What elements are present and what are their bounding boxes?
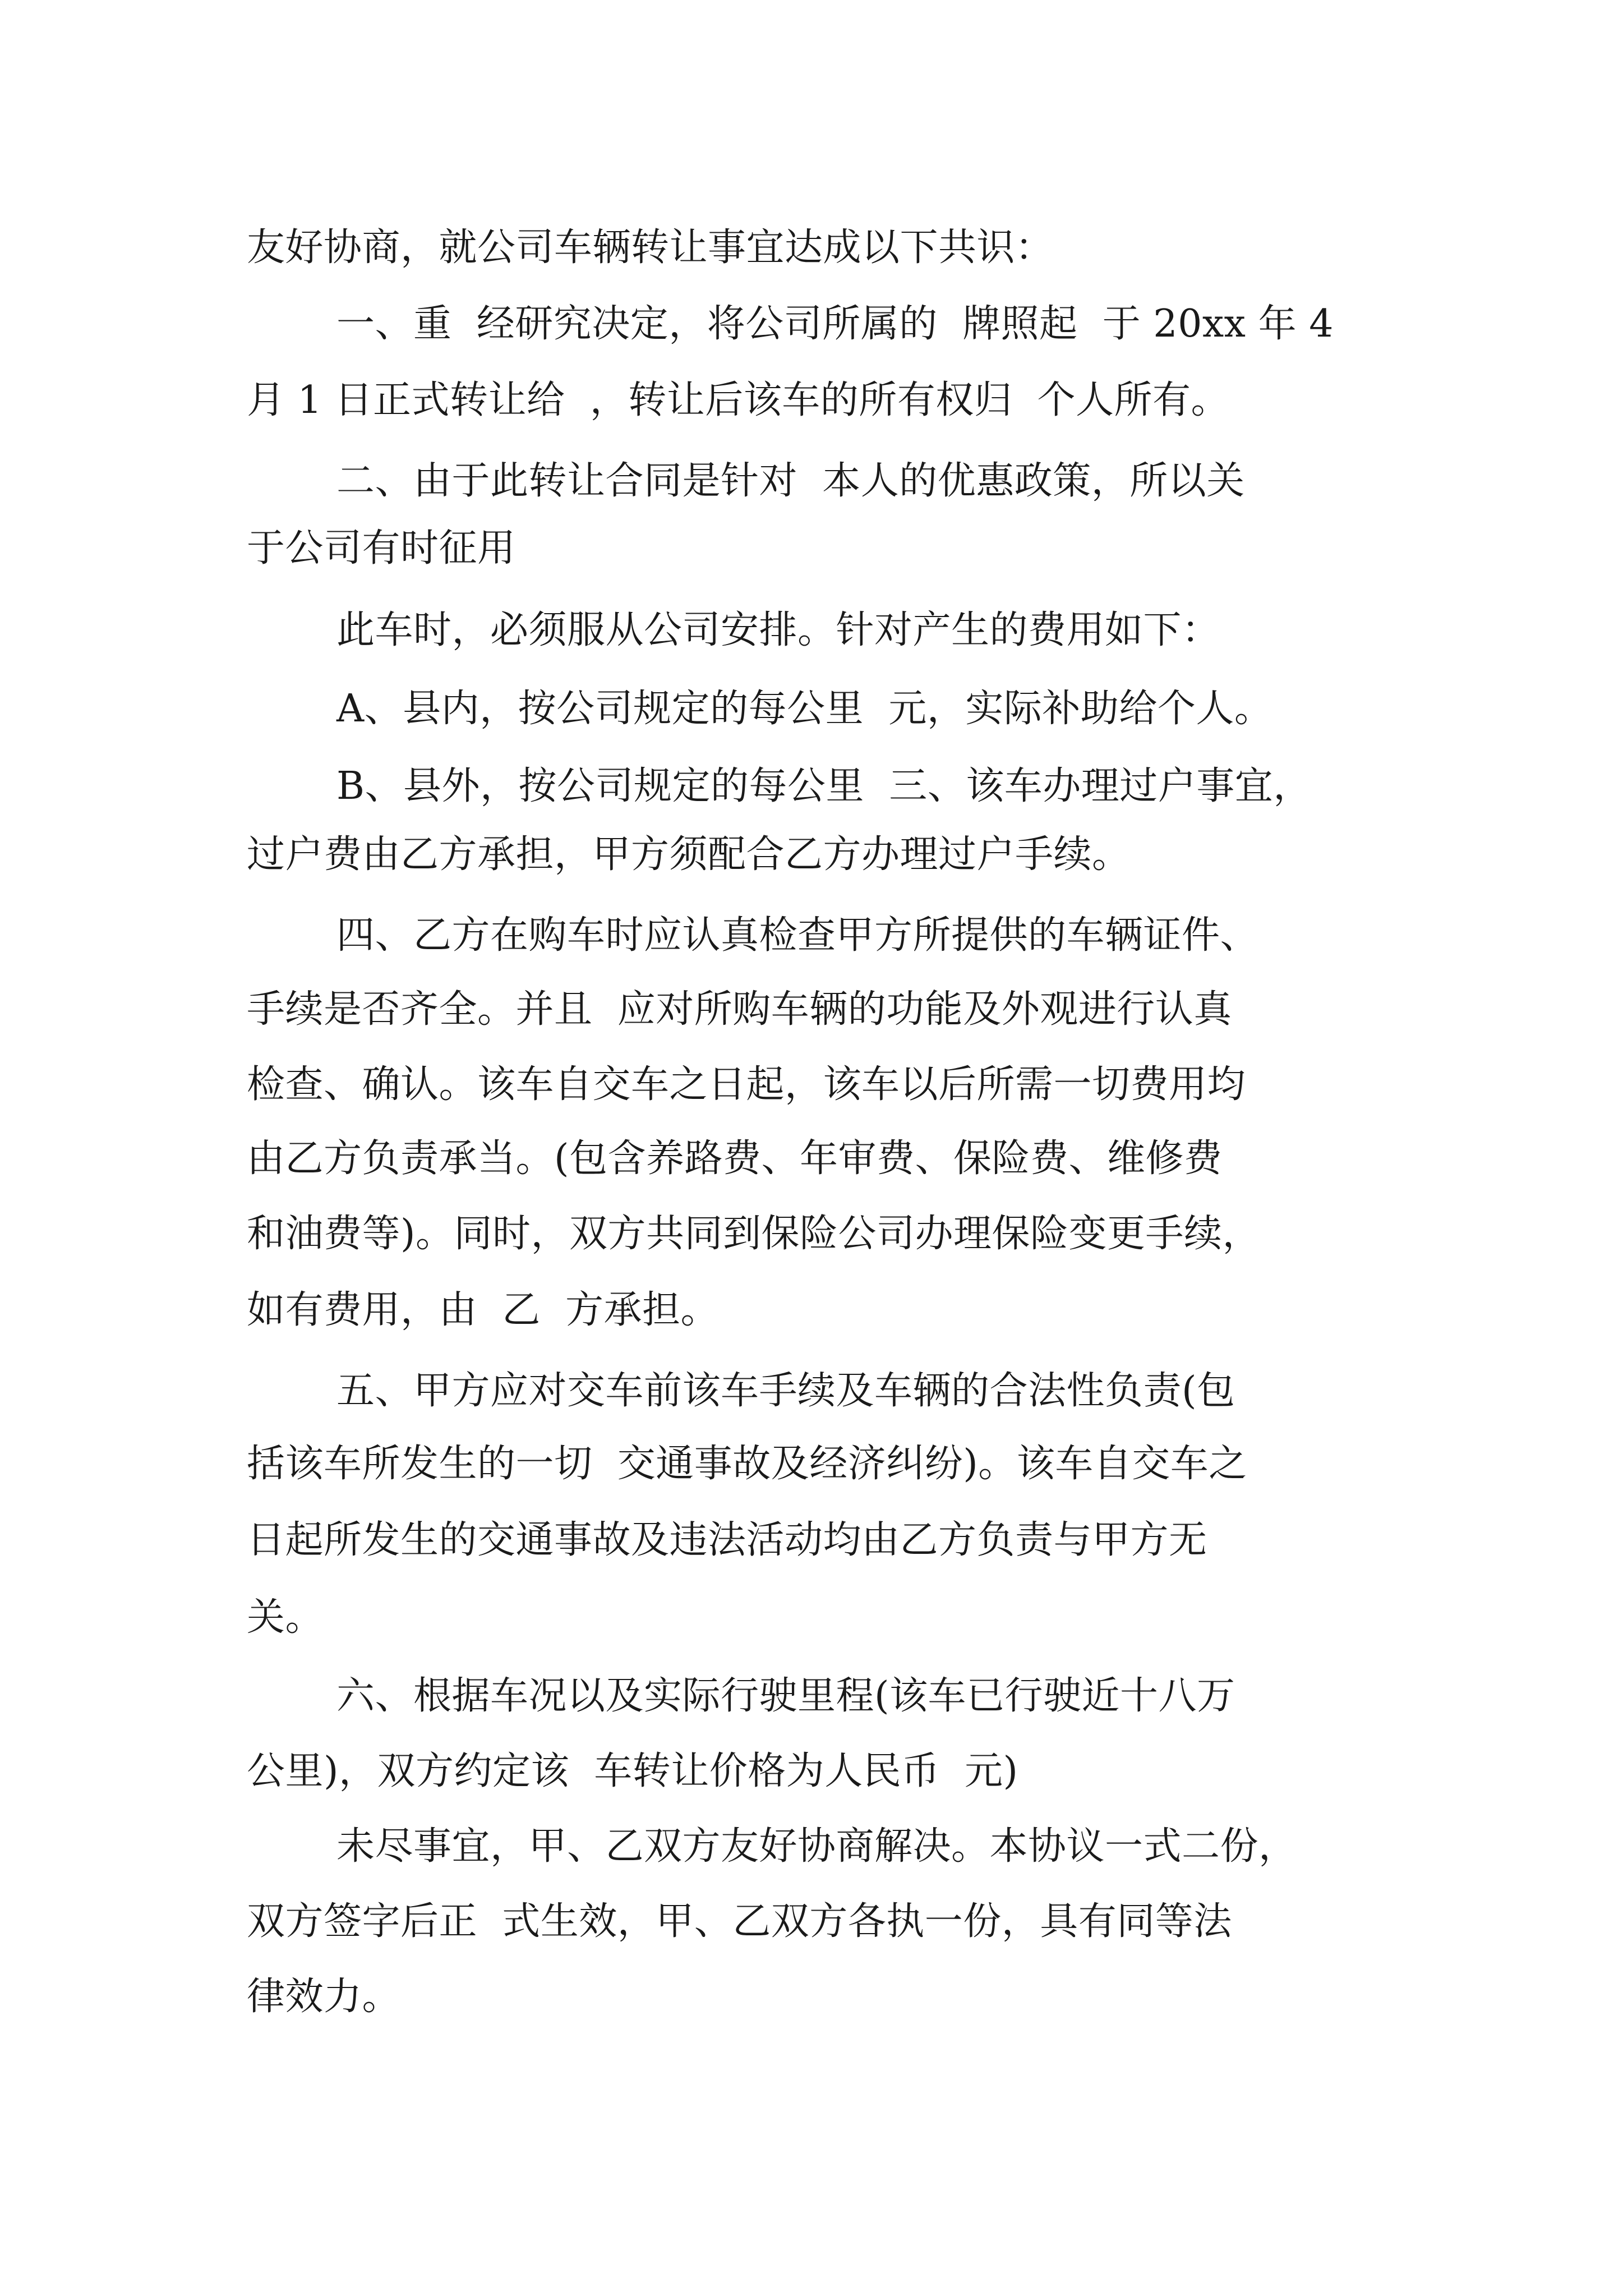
text-line: 括该车所发生的一切 交通事故及经济纠纷)。该车自交车之 bbox=[247, 1442, 1247, 1486]
text-line: 日起所发生的交通事故及违法活动均由乙方负责与甲方无 bbox=[247, 1518, 1207, 1562]
text-line: 未尽事宜，甲、乙双方友好协商解决。本协议一式二份， bbox=[336, 1824, 1297, 1869]
text-line: 于公司有时征用 bbox=[247, 526, 516, 570]
text-line: 一、重 经研究决定，将公司所属的 牌照起 于 20xx 年 4 bbox=[336, 302, 1334, 346]
text-line: A、县内，按公司规定的每公里 元，实际补助给个人。 bbox=[336, 687, 1273, 731]
text-line: 月 1 日正式转让给 ，转让后该车的所有权归 个人所有。 bbox=[247, 378, 1229, 422]
text-line: 友好协商，就公司车辆转让事宜达成以下共识： bbox=[247, 226, 1054, 270]
text-line: 过户费由乙方承担，甲方须配合乙方办理过户手续。 bbox=[247, 832, 1131, 877]
text-line: 和油费等)。同时，双方共同到保险公司办理保险变更手续， bbox=[247, 1212, 1261, 1256]
text-line: 检查、确认。该车自交车之日起，该车以后所需一切费用均 bbox=[247, 1062, 1246, 1107]
text-line: B、县外，按公司规定的每公里 三、该车办理过户事宜， bbox=[336, 764, 1312, 808]
text-line: 如有费用，由 乙 方承担。 bbox=[247, 1288, 719, 1332]
text-line: 二、由于此转让合同是针对 本人的优惠政策，所以关 bbox=[336, 459, 1245, 503]
text-line: 四、乙方在购车时应认真检查甲方所提供的车辆证件、 bbox=[336, 913, 1259, 958]
text-line: 由乙方负责承当。(包含养路费、年审费、保险费、维修费 bbox=[247, 1137, 1223, 1181]
text-line: 手续是否齐全。并且 应对所购车辆的功能及外观进行认真 bbox=[247, 987, 1232, 1032]
text-line: 双方签字后正 式生效，甲、乙双方各执一份，具有同等法 bbox=[247, 1899, 1232, 1944]
text-line: 六、根据车况以及实际行驶里程(该车已行驶近十八万 bbox=[336, 1674, 1235, 1718]
text-line: 律效力。 bbox=[247, 1975, 401, 2019]
text-line: 关。 bbox=[247, 1595, 324, 1640]
text-line: 此车时，必须服从公司安排。针对产生的费用如下： bbox=[336, 608, 1220, 652]
text-line: 五、甲方应对交车前该车手续及车辆的合法性负责(包 bbox=[336, 1369, 1235, 1413]
text-line: 公里)，双方约定该 车转让价格为人民币 元) bbox=[247, 1749, 1018, 1793]
